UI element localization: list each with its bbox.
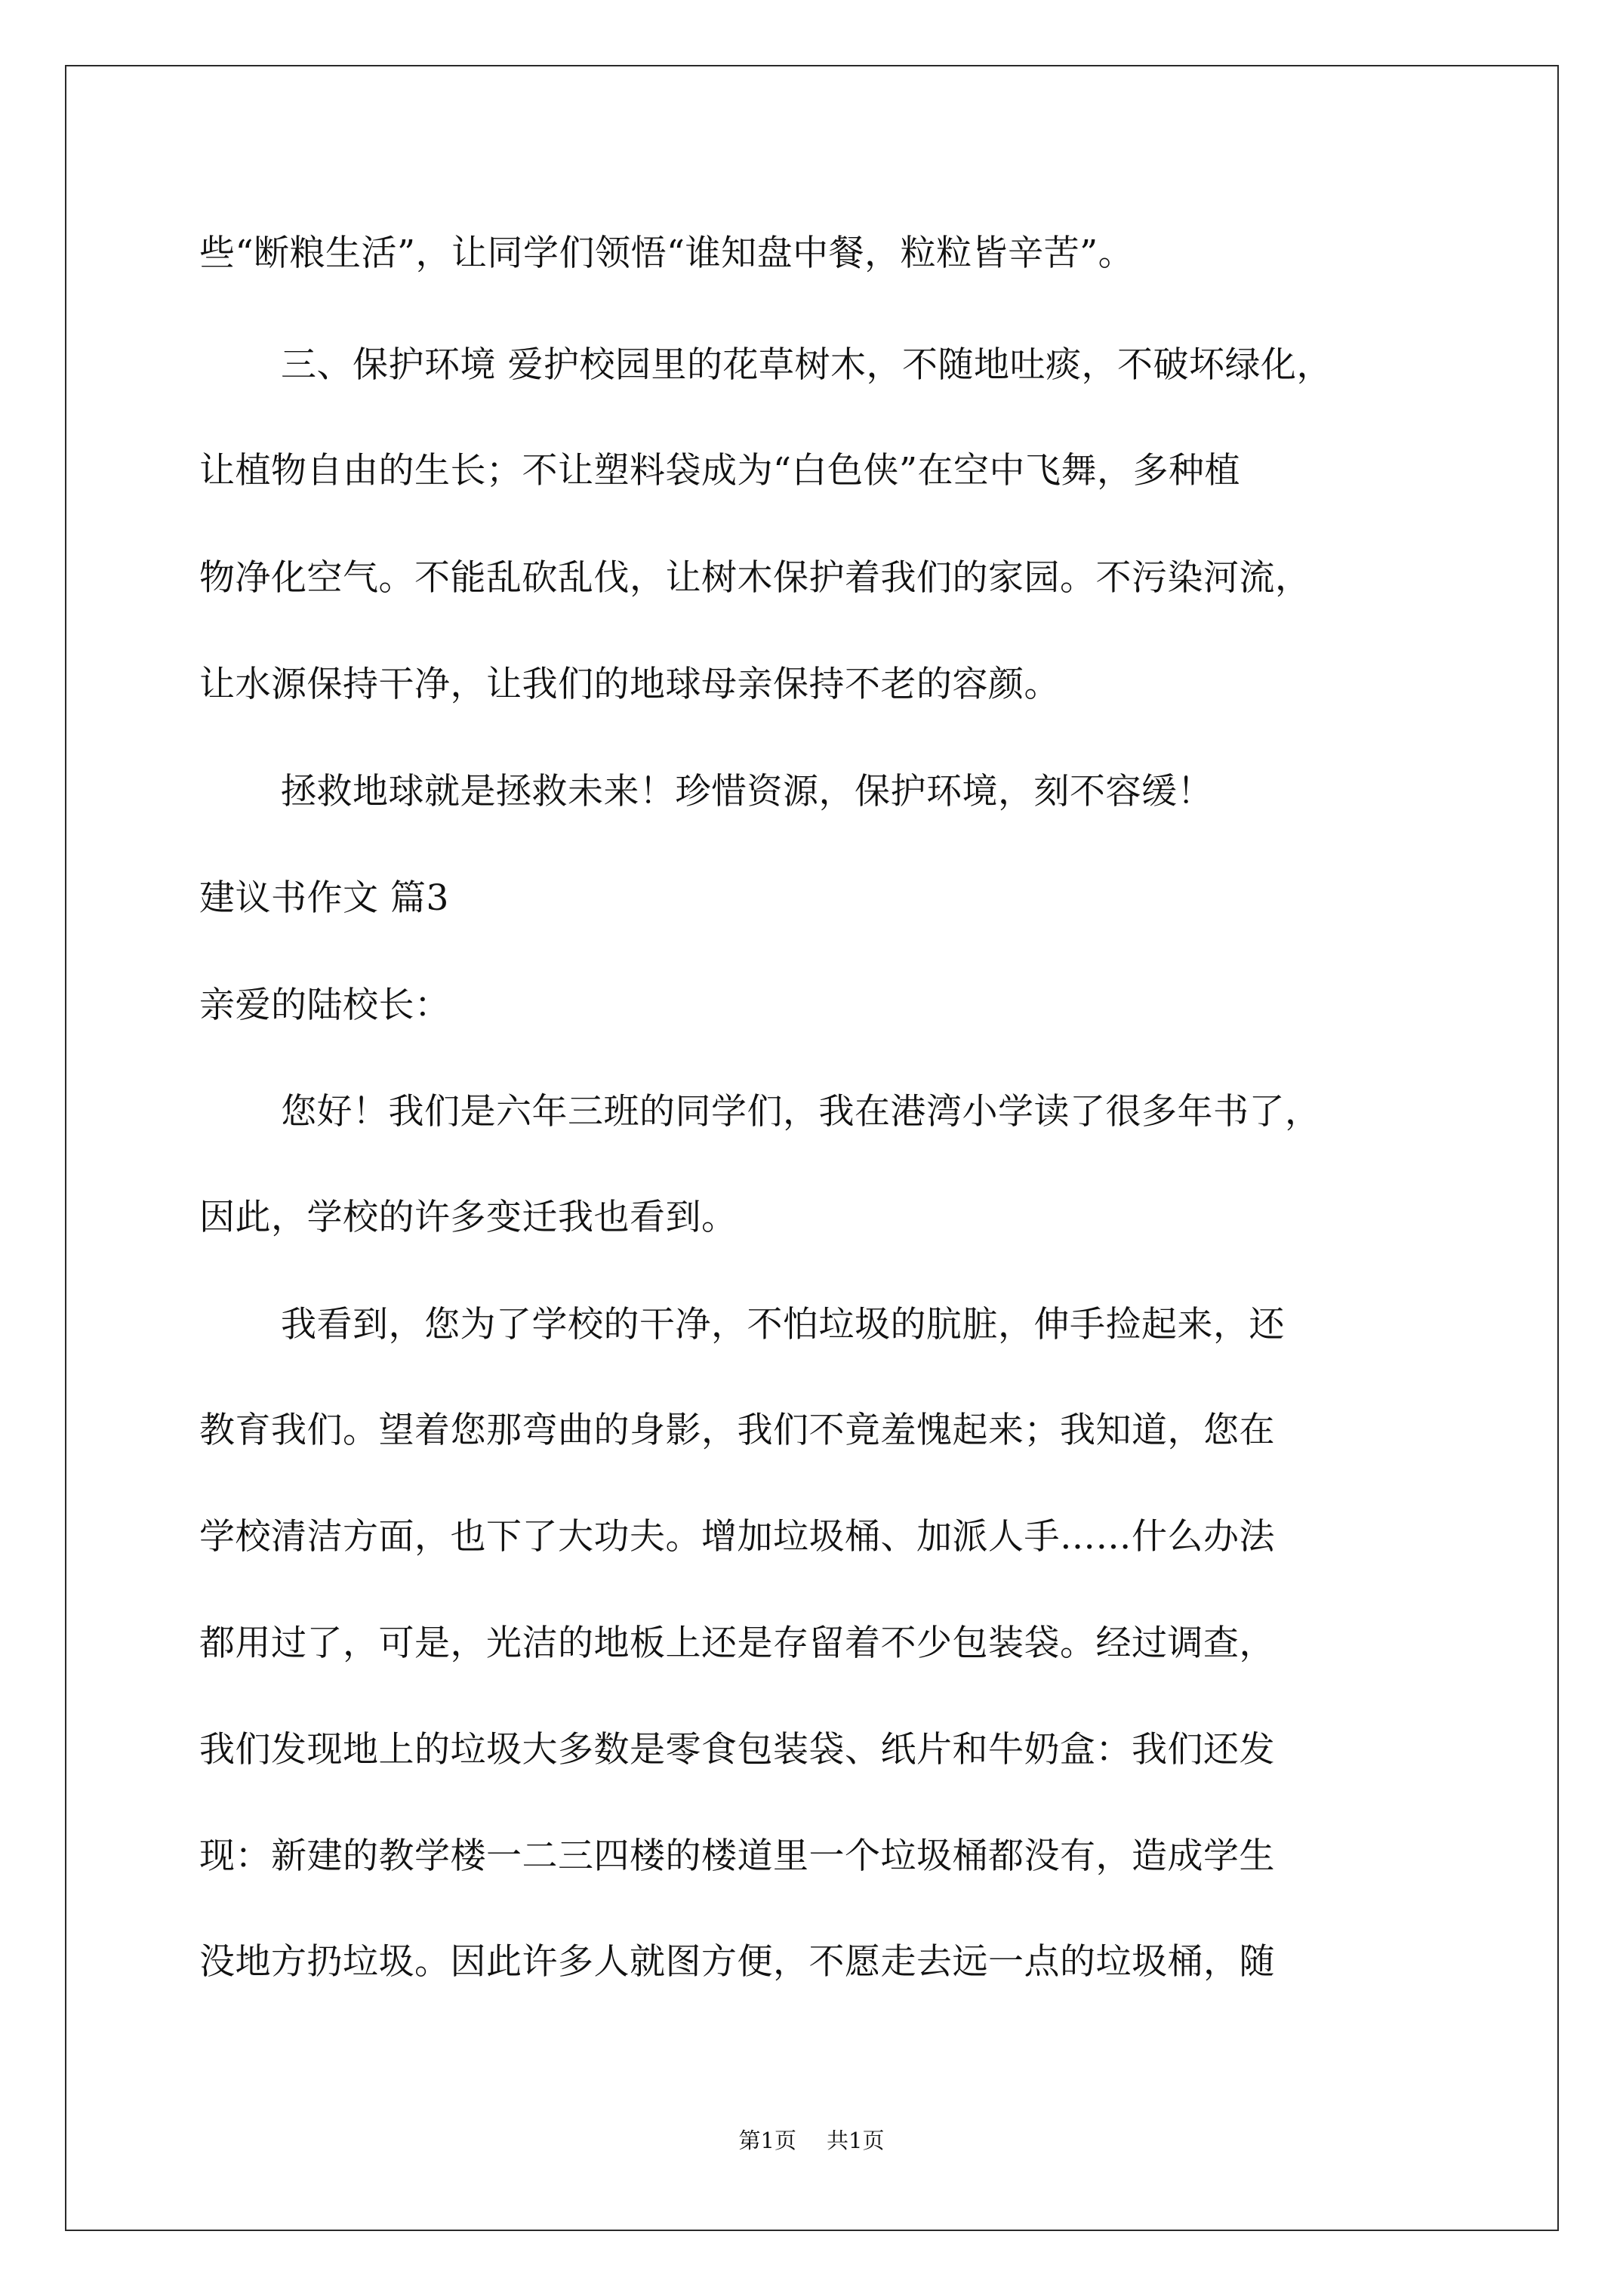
text-line-3: 让植物自由的生长；不让塑料袋成为“白色侠”在空中飞舞，多种植	[199, 450, 1241, 492]
section-heading: 建议书作文 篇3	[199, 877, 449, 919]
page-number-current: 第1页	[738, 2128, 796, 2153]
text-line-4: 物净化空气。不能乱砍乱伐，让树木保护着我们的家园。不污染河流，	[199, 557, 1311, 599]
paragraph-observation: 我看到，您为了学校的干净，不怕垃圾的肮脏，伸手捡起来，还	[281, 1304, 1285, 1345]
paragraph-protect-environment: 三、保护环境 爱护校园里的花草树木，不随地吐痰，不破坏绿化，	[281, 344, 1332, 386]
text-line-16: 现：新建的教学楼一二三四楼的楼道里一个垃圾桶都没有，造成学生	[199, 1835, 1275, 1877]
letter-salutation: 亲爱的陆校长：	[199, 985, 451, 1026]
text-line-10: 因此，学校的许多变迁我也看到。	[199, 1197, 738, 1238]
text-line-5: 让水源保持干净，让我们的地球母亲保持不老的容颜。	[199, 664, 1060, 705]
page-border	[65, 65, 1559, 2231]
paragraph-greeting: 您好！我们是六年三班的同学们，我在港湾小学读了很多年书了，	[281, 1091, 1321, 1133]
text-line-13: 学校清洁方面，也下了大功夫。增加垃圾桶、加派人手……什么办法	[199, 1516, 1275, 1558]
page-number-total: 共1页	[827, 2128, 885, 2153]
text-line-14: 都用过了，可是，光洁的地板上还是存留着不少包装袋。经过调查，	[199, 1623, 1275, 1664]
text-line-1: 些“断粮生活”，让同学们领悟“谁知盘中餐，粒粒皆辛苦”。	[199, 233, 1135, 274]
paragraph-save-earth: 拯救地球就是拯救未来！珍惜资源，保护环境，刻不容缓！	[281, 771, 1213, 812]
text-line-15: 我们发现地上的垃圾大多数是零食包装袋、纸片和牛奶盒：我们还发	[199, 1729, 1275, 1771]
page-footer	[0, 2127, 1623, 2154]
text-line-17: 没地方扔垃圾。因此许多人就图方便，不愿走去远一点的垃圾桶，随	[199, 1941, 1275, 1983]
text-line-12: 教育我们。望着您那弯曲的身影，我们不竟羞愧起来；我知道，您在	[199, 1410, 1275, 1451]
